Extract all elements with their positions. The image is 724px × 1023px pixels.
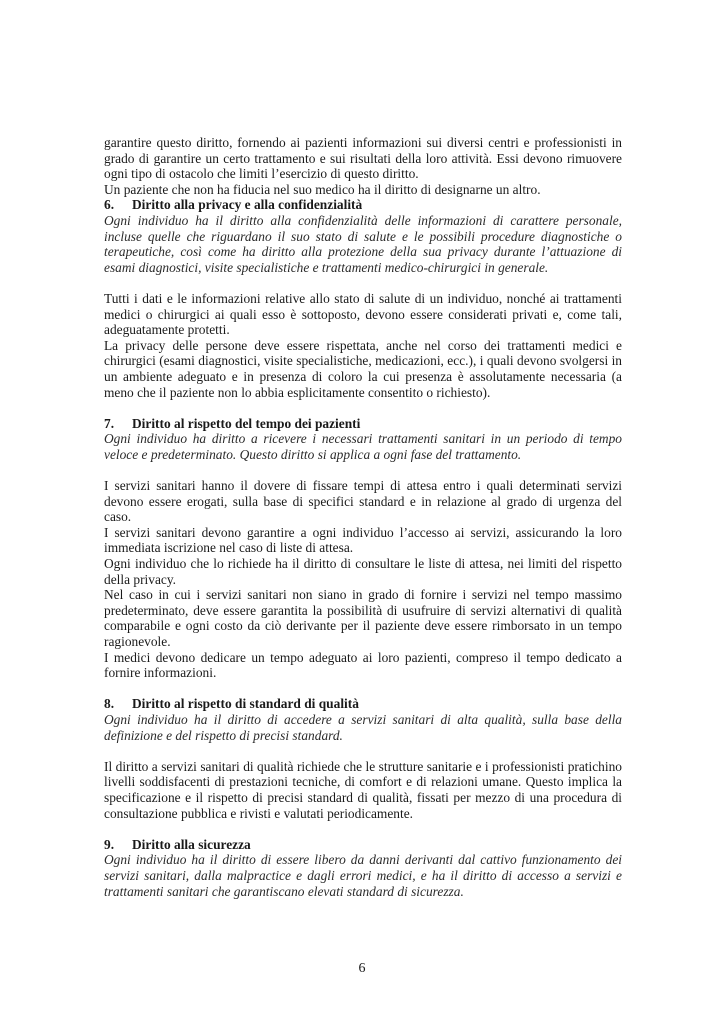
section-paragraph: Il diritto a servizi sanitari di qualità richiede che le strutture sanitarie e i professionisti pratichino livelli soddisfacenti di prestazioni tecniche, di comfort e di relazioni umane. Questo implica la specificazione e il rispetto di precisi standard di qualità, fissati per mezzo di una procedura di consultazione pubblica e rivisti e valutati periodicamente. — [104, 758, 622, 821]
intro-paragraph: Un paziente che non ha fiducia nel suo medico ha il diritto di designarne un altro. — [104, 181, 541, 197]
section-paragraph: Nel caso in cui i servizi sanitari non siano in grado di fornire i servizi nel tempo massimo predeterminato, deve essere garantita la possibilità di usufruire di servizi alternativi di qualità comparabile e ogni costo da ciò derivante per il paziente deve essere rimborsato in un tempo ragionevole. — [104, 587, 622, 649]
section-paragraph: I medici devono dedicare un tempo adeguato ai loro pazienti, compreso il tempo dedicato a fornire informazioni. — [104, 649, 622, 681]
section-summary: Ogni individuo ha il diritto alla confidenzialità delle informazioni di carattere personale, incluse quelle che riguardano il suo stato di salute e le possibili procedure diagnostiche o terapeutiche, così come ha diritto alla protezione della sua privacy durante l’attuazione di esami diagnostici, visite specialistiche e trattamenti medico-chirurgici in generale. — [104, 212, 622, 275]
section-7 — [104, 416, 622, 681]
section-heading — [104, 416, 622, 432]
section-summary: Ogni individuo ha il diritto di essere libero da danni derivanti dal cattivo funzionamento dei servizi sanitari, dalla malpractice e dagli errori medici, e ha il diritto di accesso a servizi e trattamenti sanitari che garantiscano elevati standard di sicurezza. — [104, 852, 622, 899]
section-heading — [104, 696, 622, 712]
section-title: Diritto alla sicurezza — [132, 836, 251, 852]
section-number: 6. — [104, 197, 115, 213]
section-paragraph: Ogni individuo che lo richiede ha il diritto di consultare le liste di attesa, nei limiti del rispetto della privacy. — [104, 556, 622, 587]
document-page — [104, 135, 622, 899]
section-number: 9. — [104, 836, 115, 852]
section-number: 8. — [104, 696, 115, 712]
page-number: 6 — [358, 961, 366, 976]
section-heading — [104, 837, 622, 853]
section-title: Diritto al rispetto del tempo dei pazienti — [132, 415, 361, 431]
section-title: Diritto al rispetto di standard di qualità — [132, 696, 359, 712]
section-number: 7. — [104, 415, 115, 431]
section-summary: Ogni individuo ha diritto a ricevere i necessari trattamenti sanitari in un periodo di tempo veloce e predeterminato. Questo diritto si applica a ogni fase del trattamento. — [104, 431, 622, 462]
section-heading — [104, 197, 622, 213]
intro-paragraph: garantire questo diritto, fornendo ai pazienti informazioni sui diversi centri e professionisti in grado di garantire un certo trattamento e sui risultati della loro attività. Essi devono rimuovere ogni tipo di ostacolo che limiti l’esercizio di questo diritto. — [104, 135, 622, 182]
section-title: Diritto alla privacy e alla confidenzialità — [132, 197, 363, 213]
section-summary: Ogni individuo ha il diritto di accedere a servizi sanitari di alta qualità, sulla base della definizione e del rispetto di precisi standard. — [104, 711, 622, 743]
section-8 — [104, 696, 622, 821]
section-paragraph: I servizi sanitari devono garantire a ogni individuo l’accesso ai servizi, assicurando la loro immediata iscrizione nel caso di liste di attesa. — [104, 524, 622, 556]
section-9 — [104, 837, 622, 899]
section-paragraph: Tutti i dati e le informazioni relative allo stato di salute di un individuo, nonché ai trattamenti medici o chirurgici ai quali esso è sottoposto, devono essere considerati privati e, come tali, adeguatamente protetti. — [104, 290, 622, 338]
section-paragraph: I servizi sanitari hanno il dovere di fissare tempi di attesa entro i quali determinati servizi devono essere erogati, sulla base di specifici standard e in relazione al grado di urgenza del caso. — [104, 478, 622, 525]
section-paragraph: La privacy delle persone deve essere rispettata, anche nel corso dei trattamenti medici e chirurgici (esami diagnostici, visite specialistiche, medicazioni, ecc.), i quali devono svolgersi in un ambiente adeguato e in presenza di coloro la cui presenza è assolutamente necessaria (a meno che il paziente non lo abbia esplicitamente consentito o richiesto). — [104, 337, 622, 400]
section-6 — [104, 197, 622, 400]
